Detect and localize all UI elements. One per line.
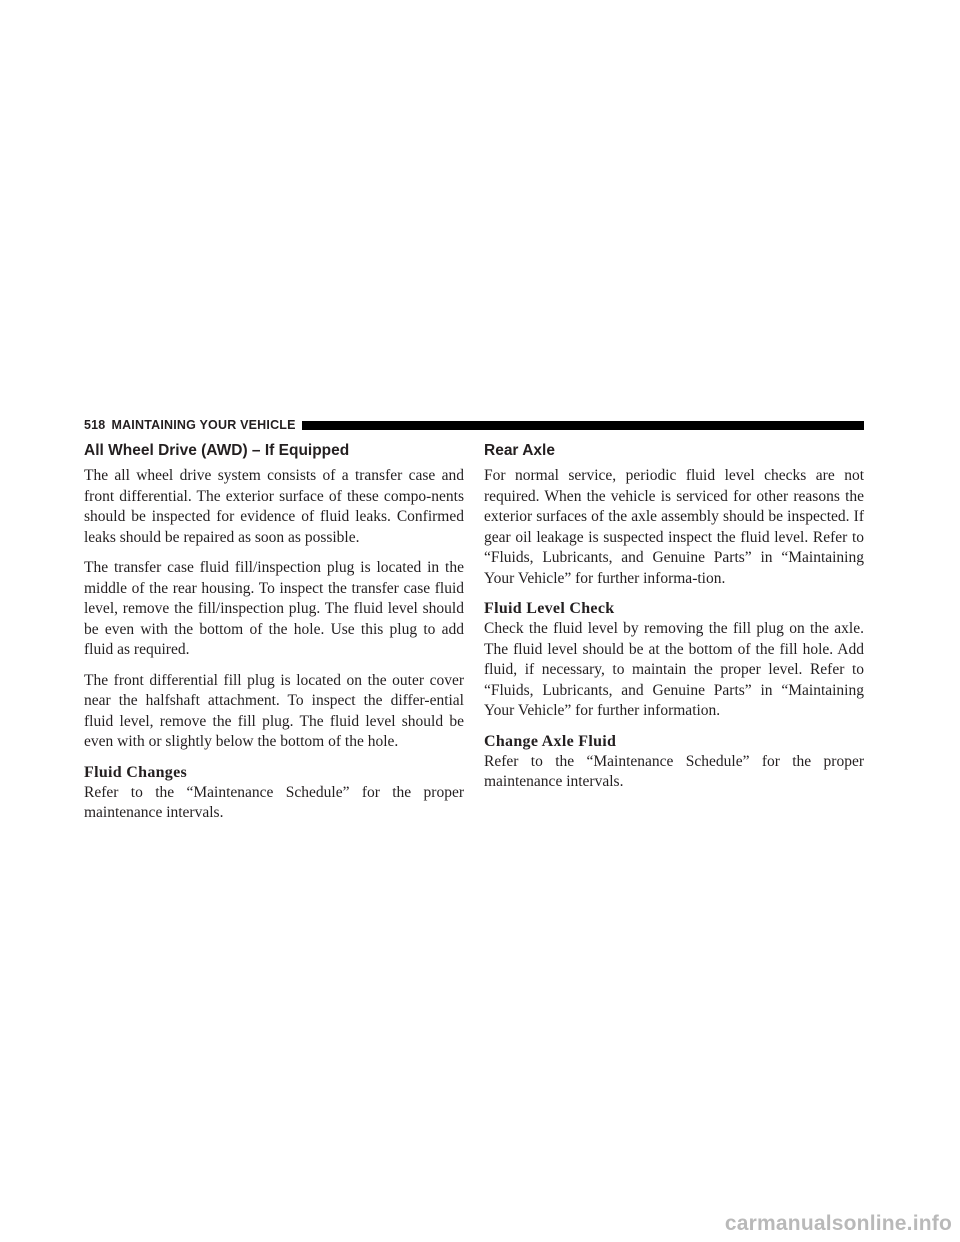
page-header <box>84 417 864 433</box>
change-axle-fluid-paragraph: Refer to the “Maintenance Schedule” for the proper maintenance intervals. <box>484 752 864 790</box>
awd-paragraph-3: The front differential fill plug is located on the outer cover near the halfshaft attachment. To inspect the differ-ential fluid level, remove the fill plug. The fluid level should be even with or slightly below the bottom of the hole. <box>84 671 464 750</box>
left-column <box>84 441 464 834</box>
awd-heading: All Wheel Drive (AWD) – If Equipped <box>84 442 350 459</box>
fluid-level-check-paragraph: Check the fluid level by removing the fill plug on the axle. The fluid level should be at the bottom of the fill hole. Add fluid, if necessary, to maintain the proper level. Refer to “Fluids, Lubricants, and Genuine Parts” in “Maintaining Your Vehicle” for further information. <box>484 620 864 719</box>
fluid-changes-paragraph: Refer to the “Maintenance Schedule” for the proper maintenance intervals. <box>84 783 464 821</box>
site-watermark: carmanualsonline.info <box>724 1212 952 1235</box>
fluid-level-check-heading: Fluid Level Check <box>484 600 615 617</box>
header-rule <box>302 421 864 430</box>
rear-axle-paragraph: For normal service, periodic fluid level checks are not required. When the vehicle is serviced for other reasons the exterior surfaces of the axle assembly should be inspected. If gear oil leakage is suspected inspect the fluid level. Refer to “Fluids, Lubricants, and Genuine Parts” in “Maintaining Your Vehicle” for further informa-tion. <box>484 467 864 587</box>
section-title: MAINTAINING YOUR VEHICLE <box>111 418 296 432</box>
awd-paragraph-1: The all wheel drive system consists of a transfer case and front differential. The exterior surface of these compo-nents should be inspected for evidence of fluid leaks. Confirmed leaks should be repaired as soon as possible. <box>84 467 464 546</box>
page-number: 518 <box>84 418 106 432</box>
awd-paragraph-2: The transfer case fluid fill/inspection plug is located in the middle of the rear housing. To inspect the transfer case fluid level, remove the fill/inspection plug. The fluid level should be even with the bottom of the hole. Use this plug to add fluid as required. <box>84 559 464 658</box>
change-axle-fluid-heading: Change Axle Fluid <box>484 732 617 750</box>
right-column <box>484 441 864 803</box>
rear-axle-heading: Rear Axle <box>484 442 555 459</box>
fluid-changes-heading: Fluid Changes <box>84 763 188 781</box>
